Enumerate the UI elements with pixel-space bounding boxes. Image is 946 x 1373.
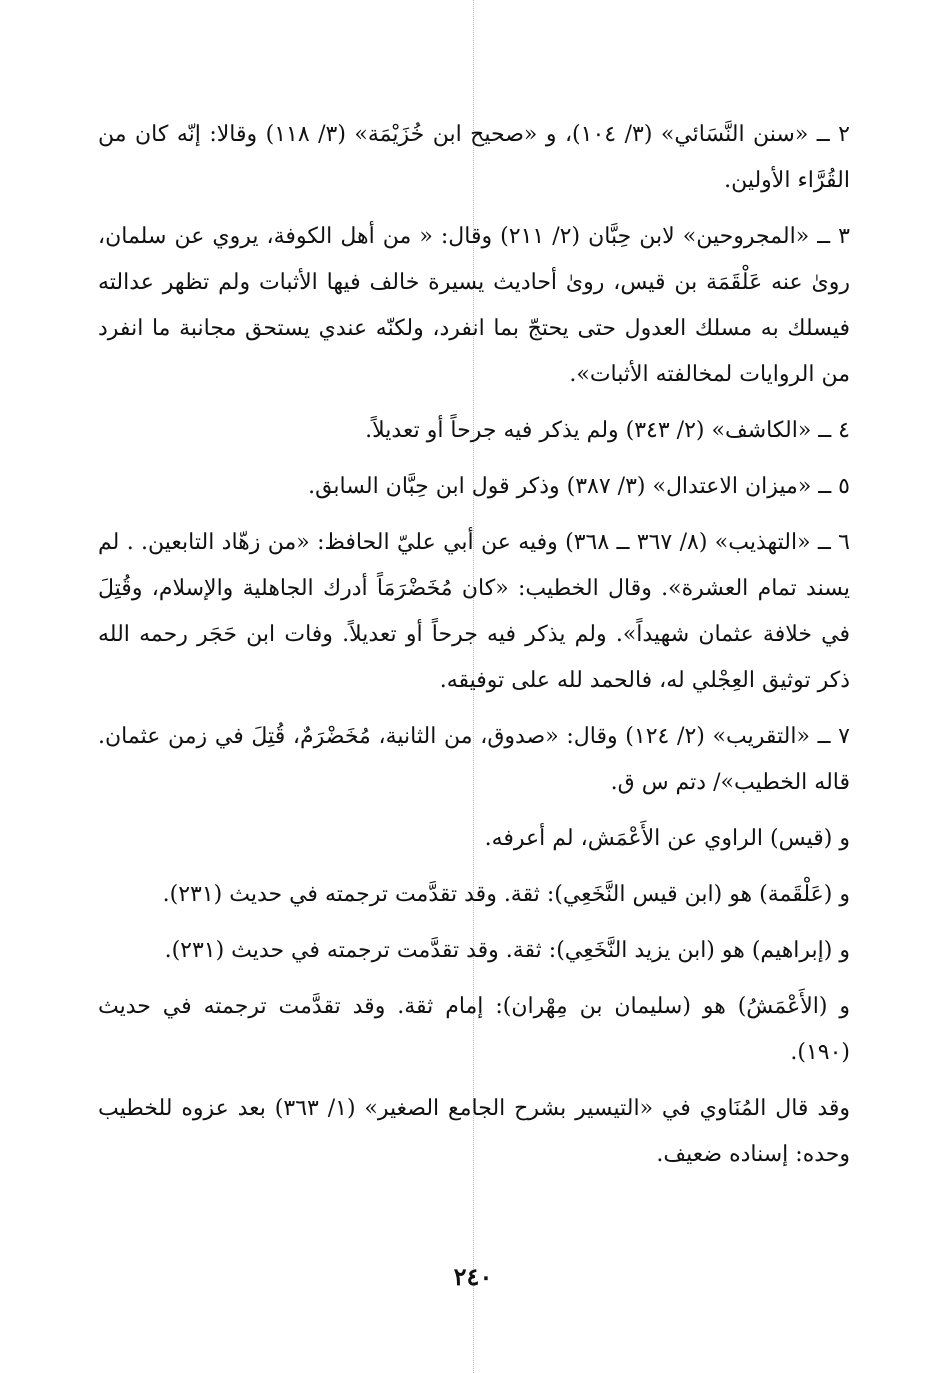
paragraph-kashif: ٤ ــ «الكاشف» (٢/ ٣٤٣) ولم يذكر فيه جرحاً أو تعديلاً. bbox=[365, 418, 850, 443]
paragraph-tahdhib: ٦ ــ «التهذيب» (٨/ ٣٦٧ ــ ٣٦٨) وفيه عن أبي عليّ الحافظ: «من زهّاد التابعين. . لم يسند تمام العشرة». وقال الخطيب: «كان مُخَضْرَمَاً أدرك الجاهلية والإسلام، وقُتِلَ في خلافة عثمان شهيداً». ولم يذكر فيه جرحاً أو تعديلاً. وفات ابن حَجَر رحمه الله ذكر توثيق العِجْلي له، فالحمد لله على توفيقه. bbox=[98, 530, 850, 693]
paragraph-alqama: و (عَلْقَمة) هو (ابن قيس النَّخَعِي): ثقة. وقد تقدَّمت ترجمته في حديث (٢٣١). bbox=[162, 882, 850, 907]
page-body bbox=[98, 112, 850, 1188]
paragraph-majruhin: ٣ ــ «المجروحين» لابن حِبَّان (٢/ ٢١١) وقال: « من أهل الكوفة، يروي عن سلمان، روىٰ عنه عَلْقَمَة بن قيس، روىٰ أحاديث يسيرة خالف فيها الأثبات ولم تظهر عدالته فيسلك به مسلك العدول حتى يحتجّ بما انفرد، ولكنّه عندي يستحق مجانبة ما انفرد من الروايات لمخالفته الأثبات». bbox=[98, 224, 850, 387]
page-number: ٢٤٠ bbox=[453, 1262, 493, 1291]
paragraph-ibrahim: و (إبراهيم) هو (ابن يزيد النَّخَعِي): ثقة. وقد تقدَّمت ترجمته في حديث (٢٣١). bbox=[164, 938, 850, 963]
paragraph-sunan-nasai: ٢ ــ «سنن النَّسَائي» (٣/ ١٠٤)، و «صحيح ابن خُزَيْمَة» (٣/ ١١٨) وقالا: إنّه كان من القُرَّاء الأولين. bbox=[98, 122, 850, 193]
paragraph-amash: و (الأَعْمَشُ) هو (سليمان بن مِهْران): إمام ثقة. وقد تقدَّمت ترجمته في حديث (١٩٠). bbox=[98, 994, 850, 1065]
paragraph-qays: و (قيس) الراوي عن الأَعْمَش، لم أعرفه. bbox=[484, 826, 850, 851]
paragraph-mizan: ٥ ــ «ميزان الاعتدال» (٣/ ٣٨٧) وذكر قول ابن حِبَّان السابق. bbox=[308, 474, 850, 499]
paragraph-munawi: وقد قال المُنَاوي في «التيسير بشرح الجامع الصغير» (١/ ٣٦٣) بعد عزوه للخطيب وحده: إسناده ضعيف. bbox=[98, 1096, 851, 1167]
paragraph-taqrib: ٧ ــ «التقريب» (٢/ ١٢٤) وقال: «صدوق، من الثانية، مُخَضْرَمٌ، قُتِلَ في زمن عثمان. قاله الخطيب»/ دتم س ق. bbox=[98, 724, 850, 795]
